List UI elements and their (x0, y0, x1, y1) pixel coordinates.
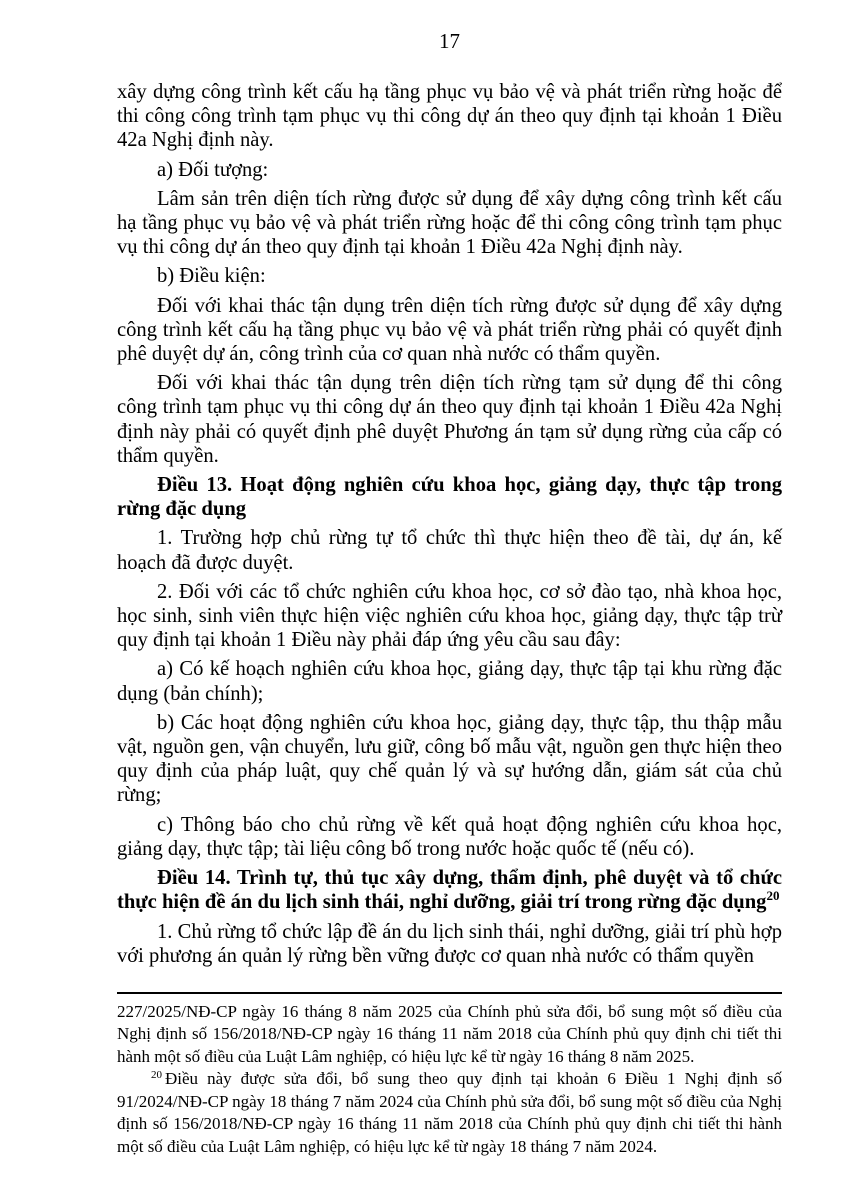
paragraph-point-b-body-1: Đối với khai thác tận dụng trên diện tích rừng được sử dụng để xây dựng công trình kết cấu hạ tầng phục vụ bảo vệ và phát triển rừng phải có quyết định phê duyệt dự án, công trình của cơ quan nhà nước có thẩm quyền. (117, 294, 782, 366)
article-13-clause-1: 1. Trường hợp chủ rừng tự tổ chức thì thực hiện theo đề tài, dự án, kế hoạch đã được duyệt. (117, 527, 782, 574)
footnote-continuation: 227/2025/NĐ-CP ngày 16 tháng 8 năm 2025 của Chính phủ sửa đổi, bổ sung một số điều của Nghị định số 156/2018/NĐ-CP ngày 16 tháng 11 năm 2018 của Chính phủ quy định chi tiết thi hành một số điều của Luật Lâm nghiệp, có hiệu lực kể từ ngày 16 tháng 8 năm 2025. (117, 1001, 782, 1066)
footnote-20-marker: 20 (151, 1068, 162, 1081)
paragraph-point-b-label: b) Điều kiện: (157, 265, 266, 288)
article-13-clause-2: 2. Đối với các tổ chức nghiên cứu khoa học, cơ sở đào tạo, nhà khoa học, học sinh, sinh viên thực hiện việc nghiên cứu khoa học, giảng dạy, thực tập trừ quy định tại khoản 1 Điều này phải đáp ứng yêu cầu sau đây: (117, 580, 782, 652)
paragraph-point-a-label: a) Đối tượng: (157, 158, 269, 181)
article-13-heading: Điều 13. Hoạt động nghiên cứu khoa học, giảng dạy, thực tập trong rừng đặc dụng (117, 474, 782, 521)
article-13-clause-2-point-a: a) Có kế hoạch nghiên cứu khoa học, giảng dạy, thực tập tại khu rừng đặc dụng (bản chính); (117, 658, 782, 705)
page-number: 17 (439, 29, 460, 53)
footnote-20-text: Điều này được sửa đổi, bổ sung theo quy định tại khoản 6 Điều 1 Nghị định số 91/2024/NĐ-CP ngày 18 tháng 7 năm 2024 của Chính phủ sửa đổi, bổ sung một số điều của Nghị định số 156/2018/NĐ-CP ngày 16 tháng 11 năm 2018 của Chính phủ quy định chi tiết thi hành một số điều của Luật Lâm nghiệp, có hiệu lực kể từ ngày 18 tháng 7 năm 2024. (117, 1069, 782, 1156)
article-14-heading-text: Điều 14. Trình tự, thủ tục xây dựng, thẩm định, phê duyệt và tổ chức thực hiện đề án du lịch sinh thái, nghỉ dưỡng, giải trí trong rừng đặc dụng (117, 867, 782, 914)
article-14-heading (117, 866, 782, 914)
footnote-section (117, 992, 782, 1159)
footnote-ref-20: 20 (766, 888, 780, 904)
paragraph-point-b-body-2: Đối với khai thác tận dụng trên diện tích rừng tạm sử dụng để thi công công trình tạm phục vụ thi công dự án theo quy định tại khoản 1 Điều 42a Nghị định này phải có quyết định phê duyệt Phương án tạm sử dụng rừng của cấp có thẩm quyền. (117, 372, 782, 467)
paragraph-point-a-body: Lâm sản trên diện tích rừng được sử dụng để xây dựng công trình kết cấu hạ tầng phục vụ bảo vệ và phát triển rừng hoặc để thi công công trình tạm phục vụ thi công dự án theo quy định tại khoản 1 Điều 42a Nghị định này. (117, 187, 782, 259)
article-13-clause-2-point-b: b) Các hoạt động nghiên cứu khoa học, giảng dạy, thực tập, thu thập mẫu vật, nguồn gen, vận chuyển, lưu giữ, công bố mẫu vật, nguồn gen thực hiện theo quy định của pháp luật, quy chế quản lý và sự hướng dẫn, giám sát của chủ rừng; (117, 711, 782, 807)
paragraph-continuation: xây dựng công trình kết cấu hạ tầng phục vụ bảo vệ và phát triển rừng hoặc để thi công công trình tạm phục vụ thi công dự án theo quy định tại khoản 1 Điều 42a Nghị định này. (117, 81, 782, 152)
footnote-20 (117, 1068, 782, 1158)
article-13-clause-2-point-c: c) Thông báo cho chủ rừng về kết quả hoạt động nghiên cứu khoa học, giảng dạy, thực tập; tài liệu công bố trong nước hoặc quốc tế (nếu có). (117, 813, 782, 860)
document-body (117, 80, 782, 968)
article-14-clause-1: 1. Chủ rừng tổ chức lập đề án du lịch sinh thái, nghỉ dưỡng, giải trí phù hợp với phương án quản lý rừng bền vững được cơ quan nhà nước có thẩm quyền (117, 920, 782, 967)
